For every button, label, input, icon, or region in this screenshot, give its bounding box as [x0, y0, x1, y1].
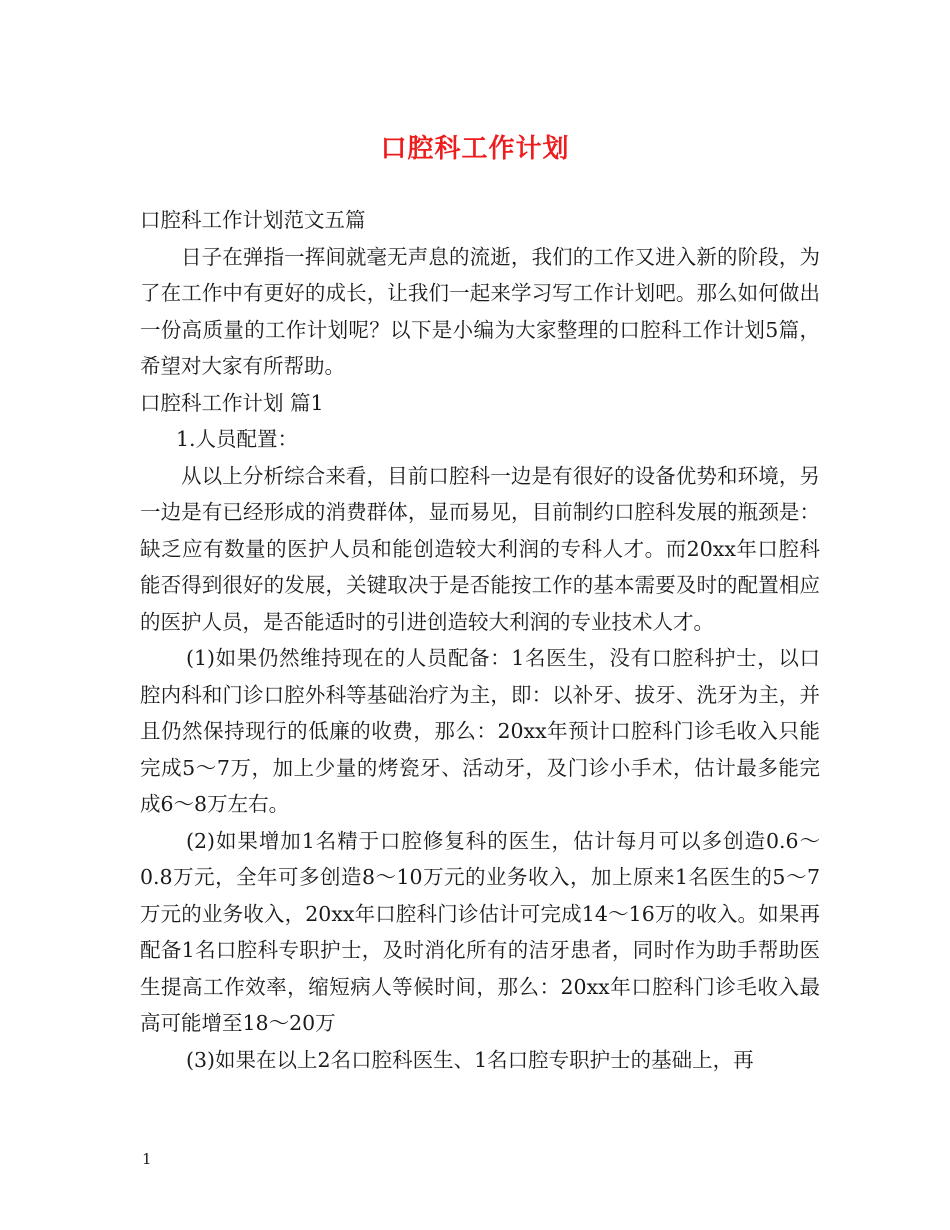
document-title: 口腔科工作计划	[380, 134, 570, 164]
analysis-paragraph: 从以上分析综合来看，目前口腔科一边是有很好的设备优势和环境，另一边是有已经形成的消费群体，显而易见，目前制约口腔科发展的瓶颈是：缺乏应有数量的医护人员和能创造较大利润的专科人才。而20xx年口腔科能否得到很好的发展，关键取决于是否能按工作的基本需要及时的配置相应的医护人员，是否能适时的引进创造较大利润的专业技术人才。	[140, 463, 820, 634]
intro-paragraph: 日子在弹指一挥间就毫无声息的流逝，我们的工作又进入新的阶段，为了在工作中有更好的成长，让我们一起来学习写工作计划吧。那么如何做出一份高质量的工作计划呢？以下是小编为大家整理的口腔科工作计划5篇，希望对大家有所帮助。	[140, 244, 820, 378]
subsection-heading: 1.人员配置：	[176, 427, 299, 451]
document-body	[140, 202, 820, 1078]
option-3-paragraph: (3)如果在以上2名口腔科医生、1名口腔专职护士的基础上，再	[186, 1047, 754, 1072]
option-1-paragraph: (1)如果仍然维持现在的人员配备：1名医生，没有口腔科护士，以口腔内科和门诊口腔外科等基础治疗为主，即：以补牙、拔牙、洗牙为主，并且仍然保持现行的低廉的收费，那么：20xx年预计口腔科门诊毛收入只能完成5～7万，加上少量的烤瓷牙、活动牙，及门诊小手术，估计最多能完成6～8万左右。	[140, 646, 820, 816]
section-heading: 口腔科工作计划 篇1	[140, 390, 324, 415]
document-subtitle: 口腔科工作计划范文五篇	[140, 208, 366, 232]
option-2-paragraph: (2)如果增加1名精于口腔修复科的医生，估计每月可以多创造0.6～0.8万元，全年可多创造8～10万元的业务收入，加上原来1名医生的5～7万元的业务收入，20xx年口腔科门诊估计可完成14～16万的收入。如果再配备1名口腔科专职护士，及时消化所有的洁牙患者，同时作为助手帮助医生提高工作效率，缩短病人等候时间，那么：20xx年口腔科门诊毛收入最高可能增至18～20万	[140, 828, 820, 1035]
page-number: 1	[142, 1150, 152, 1168]
